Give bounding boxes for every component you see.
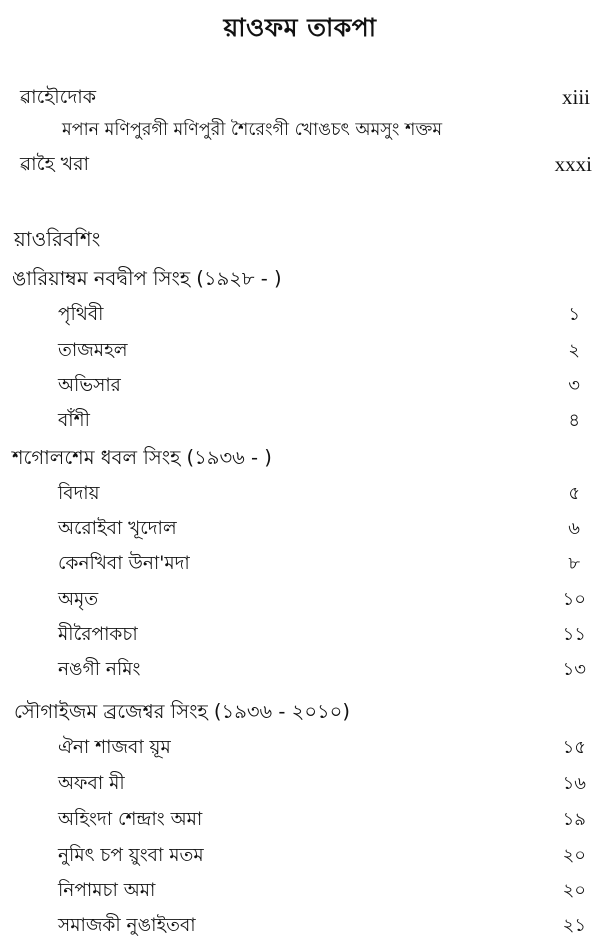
poem-title: অহিংদা শেন্দ্রাং অমা	[58, 809, 203, 830]
entry-title: ৱাহৌদোক	[20, 86, 97, 108]
poem-page: ২০	[562, 845, 586, 866]
entry-title: মপান মণিপুরগী মণিপুরী শৈরেংগী খোঙচৎ অমসুং শক্তম	[62, 120, 443, 140]
toc-entry	[58, 909, 586, 943]
toc-entry	[58, 731, 586, 765]
poem-page: ৩	[568, 375, 580, 396]
toc-entry	[58, 767, 586, 801]
toc-entry	[58, 803, 586, 837]
poem-page: ১	[568, 304, 580, 325]
poem-page: ১১	[562, 624, 586, 645]
section-heading	[14, 222, 414, 256]
poem-title: বিদায়	[58, 483, 100, 504]
section-heading-text: য়াওরিবশিং	[14, 227, 101, 251]
poem-page: ১৫	[562, 737, 586, 758]
poem-page: ১০	[562, 589, 586, 610]
author-name: সৌগাইজম ব্রজেশ্বর সিংহ (১৯৩৬ - ২০১০)	[14, 700, 350, 723]
poem-page: ৬	[568, 518, 580, 539]
toc-entry	[58, 512, 580, 546]
author-heading	[12, 441, 512, 475]
poem-title: নুমিৎ চপ য়ুংবা মতম	[58, 845, 204, 866]
poem-title: পৃথিবী	[58, 304, 104, 325]
poem-page: ২	[568, 340, 580, 361]
poem-title: অভিসার	[58, 375, 121, 396]
poem-title: অফবা মী	[58, 773, 125, 794]
poem-title: নিপামচা অমা	[58, 880, 156, 901]
poem-page: ৮	[568, 553, 580, 574]
poem-title: কেনখিবা উনা'মদা	[58, 553, 190, 574]
poem-page: ৫	[568, 483, 580, 504]
toc-entry	[58, 583, 586, 617]
poem-page: ২০	[562, 880, 586, 901]
author-heading	[14, 695, 534, 729]
toc-entry	[58, 618, 586, 652]
toc-entry	[58, 369, 580, 403]
entry-title: ৱাহৈ খরা	[20, 153, 90, 175]
poem-title: অমৃত	[58, 589, 99, 610]
toc-entry	[58, 547, 580, 581]
poem-page: ১৩	[562, 659, 586, 680]
poem-title: অরোইবা খূদোল	[58, 518, 177, 539]
toc-entry	[58, 404, 580, 438]
poem-title: ঐনা শাজবা য়ূম	[58, 737, 171, 758]
poem-title: বাঁশী	[58, 410, 90, 431]
author-heading	[12, 262, 512, 296]
toc-entry	[58, 298, 580, 332]
poem-title: মীরৈপাকচা	[58, 624, 138, 645]
toc-entry-front	[20, 147, 592, 181]
author-name: শগোলশেম ধবল সিংহ (১৯৩৬ - )	[12, 446, 272, 469]
poem-title: নঙগী নমিং	[58, 659, 141, 680]
poem-page: ২১	[562, 915, 586, 936]
poem-title: তাজমহল	[58, 340, 128, 361]
poem-title: সমাজকী নুঙাইতবা	[58, 915, 196, 936]
page-title: য়াওফম তাকপা	[223, 13, 377, 42]
author-name: ঙারিয়াম্বম নবদ্বীপ সিংহ (১৯২৮ - )	[12, 267, 282, 290]
poem-page: ১৬	[562, 773, 586, 794]
toc-entry-front	[20, 80, 590, 114]
toc-entry	[58, 334, 580, 368]
toc-entry	[58, 653, 586, 687]
toc-entry-front-subtitle	[62, 113, 582, 147]
toc-entry	[58, 874, 586, 908]
entry-page: xiii	[561, 85, 590, 109]
poem-page: ১৯	[562, 809, 586, 830]
toc-entry	[58, 477, 580, 511]
toc-entry	[58, 839, 586, 873]
entry-page: xxxi	[554, 152, 592, 176]
poem-page: ৪	[568, 410, 580, 431]
